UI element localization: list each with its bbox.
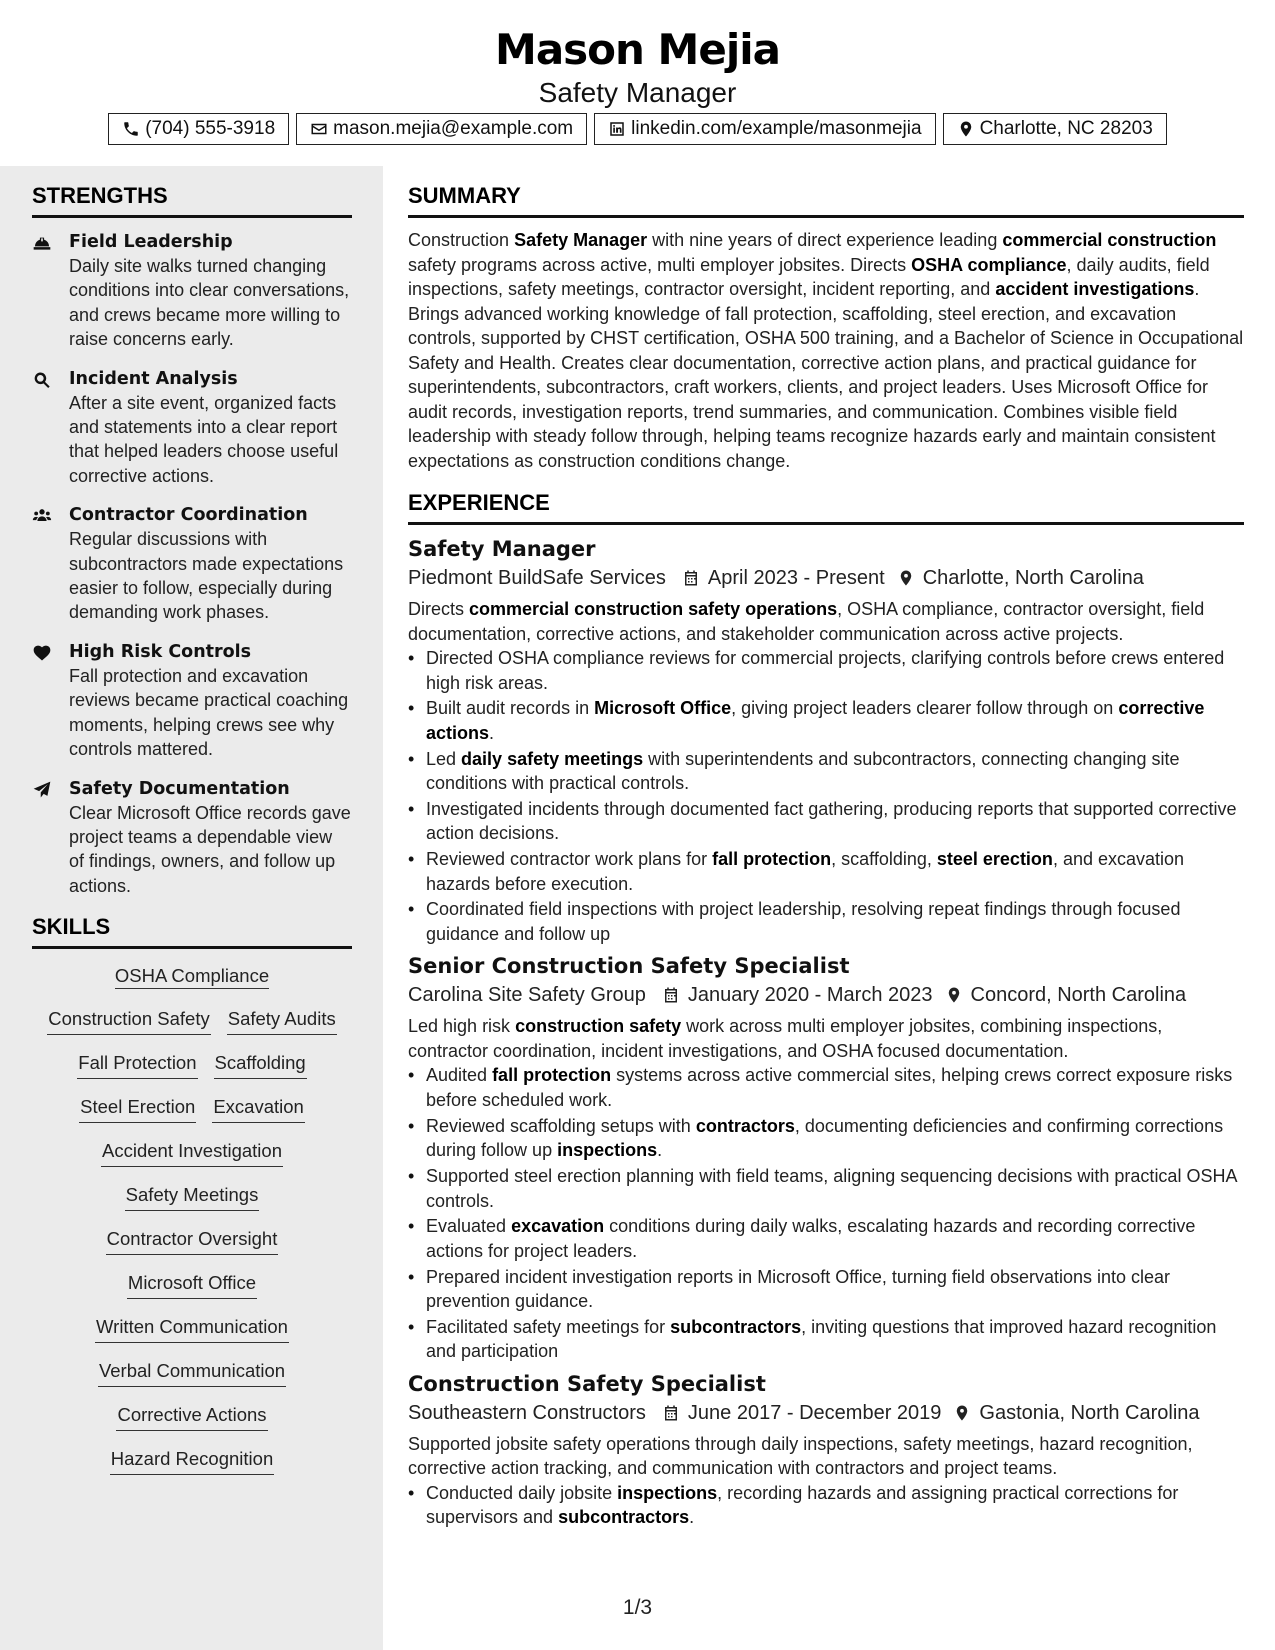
linkedin-icon (608, 120, 626, 138)
job-bullet: • Coordinated field inspections with project leadership, resolving repeat findings through focused guidance and follow up (408, 897, 1244, 946)
contact-phone[interactable] (108, 113, 289, 145)
skill-row (32, 1314, 352, 1358)
skill-tag: Excavation (212, 1094, 305, 1123)
skill-tag: Safety Audits (227, 1006, 337, 1035)
paper-plane-icon (32, 780, 52, 800)
job-description: Supported jobsite safety operations through daily inspections, safety meetings, hazard recognition, corrective action tracking, and communication with contractors and project teams. (408, 1433, 1193, 1479)
skill-row (32, 1270, 352, 1314)
job-description: Led high risk construction safety work across multi employer jobsites, combining inspections, contractor coordination, incident investigations, and OSHA focused documentation. (408, 1016, 1163, 1061)
candidate-role: Safety Manager (538, 77, 737, 108)
job-company: Piedmont BuildSafe Services (408, 567, 666, 589)
skill-tag: Accident Investigation (101, 1138, 283, 1167)
strength-title: Field Leadership (69, 232, 233, 252)
contact-email[interactable] (296, 113, 587, 145)
calendar-icon (662, 1404, 680, 1422)
skill-row (32, 1402, 352, 1446)
email-icon (310, 120, 328, 138)
skills-list (32, 961, 352, 1490)
skill-tag: Written Communication (95, 1314, 289, 1343)
strength-item (32, 230, 352, 352)
page-number: 1/3 (622, 1596, 653, 1619)
hard-hat-icon (32, 233, 52, 253)
job-meta (408, 563, 1244, 593)
calendar-icon (682, 569, 700, 587)
job-bullet: • Audited fall protection systems across active commercial sites, helping crews correct exposure risks before scheduled work. (408, 1063, 1244, 1112)
skill-row (32, 1138, 352, 1182)
resume-header (0, 24, 1275, 110)
skill-row (32, 1446, 352, 1490)
strength-description: Fall protection and excavation reviews became practical coaching moments, helping crews see why controls mattered. (69, 665, 349, 760)
strength-title: Safety Documentation (69, 778, 290, 799)
users-icon (32, 506, 52, 526)
job-bullets (408, 1481, 1244, 1530)
job-location: Gastonia, North Carolina (979, 1401, 1200, 1424)
strength-item (32, 367, 352, 489)
job-title: Construction Safety Specialist (408, 1371, 766, 1396)
sidebar (32, 182, 352, 1490)
contact-location-text: Charlotte, NC 28203 (979, 118, 1153, 139)
location-icon (957, 120, 975, 138)
skill-tag: Corrective Actions (116, 1402, 267, 1431)
heart-icon (32, 643, 52, 663)
location-icon (953, 1404, 971, 1422)
job-entry (408, 1370, 1244, 1530)
job-location: Concord, North Carolina (970, 984, 1187, 1007)
job-entry (408, 952, 1244, 1363)
job-title: Safety Manager (408, 537, 596, 561)
phone-icon (122, 120, 140, 138)
strength-title: Contractor Coordination (69, 505, 308, 526)
skill-tag: Verbal Communication (98, 1358, 286, 1387)
skill-tag: Hazard Recognition (110, 1446, 274, 1475)
skill-row (32, 1358, 352, 1402)
experience-heading: EXPERIENCE (408, 489, 1244, 525)
job-bullet: • Investigated incidents through documented fact gathering, producing reports that supported corrective action decisions. (408, 797, 1244, 846)
strength-item (32, 503, 352, 625)
job-bullet: • Supported steel erection planning with field teams, aligning sequencing decisions with practical OSHA controls. (408, 1164, 1244, 1213)
strength-description: Daily site walks turned changing conditions into clear conversations, and crews became more willing to raise concerns early. (69, 256, 350, 350)
job-description: Directs commercial construction safety operations, OSHA compliance, contractor oversight, field documentation, corrective actions, and stakeholder communication across active projects. (408, 599, 1205, 644)
job-bullet: • Reviewed scaffolding setups with contractors, documenting deficiencies and confirming corrections during follow up inspections. (408, 1114, 1244, 1163)
job-bullet: • Facilitated safety meetings for subcontractors, inviting questions that improved hazard recognition and participation (408, 1315, 1244, 1364)
strengths-heading: STRENGTHS (32, 182, 352, 218)
main-content (408, 182, 1244, 1536)
contact-bar (0, 113, 1275, 145)
job-entry (408, 535, 1244, 946)
job-company: Southeastern Constructors (408, 1401, 646, 1424)
skill-tag: Microsoft Office (127, 1270, 257, 1299)
strength-description: Clear Microsoft Office records gave project teams a dependable view of findings, owners, and follow up actions. (69, 802, 351, 896)
skill-row (32, 1226, 352, 1270)
job-company: Carolina Site Safety Group (408, 984, 646, 1007)
skill-tag: Scaffolding (214, 1050, 307, 1079)
summary-text: Construction Safety Manager with nine years of direct experience leading commercial construction safety programs across active, multi employer jobsites. Directs OSHA compliance, daily audits, field inspections, safety meetings, contractor oversight, incident reporting, and accident investigations. Brings advanced working knowledge of fall protection, scaffolding, steel erection, and excavation controls, supported by CHST certification, OSHA 500 training, and a Bachelor of Science in Occupational Safety and Health. Creates clear documentation, corrective action plans, and practical guidance for superintendents, subcontractors, craft workers, clients, and project leaders. Uses Microsoft Office for audit records, investigation reports, trend summaries, and communication. Combines visible field leadership with steady follow through, helping teams recognize hazards early and maintain consistent expectations as construction conditions change. (408, 230, 1244, 471)
skill-tag-text: OSHA Compliance (115, 965, 269, 989)
contact-email-text: mason.mejia@example.com (333, 118, 574, 139)
strength-item (32, 777, 352, 899)
job-bullet: • Conducted daily jobsite inspections, recording hazards and assigning practical corrections for supervisors and subcontractors. (408, 1481, 1244, 1530)
skills-heading: SKILLS (32, 913, 352, 949)
strength-description: Regular discussions with subcontractors made expectations easier to follow, especially during demanding work phases. (69, 529, 344, 623)
job-dates: January 2020 - March 2023 (687, 984, 933, 1007)
job-bullet: • Led daily safety meetings with superintendents and subcontractors, connecting changing site conditions with practical controls. (408, 747, 1244, 796)
skill-tag (32, 963, 352, 991)
job-dates: April 2023 - Present (707, 567, 885, 589)
skill-tag: Contractor Oversight (106, 1226, 279, 1255)
contact-phone-text: (704) 555-3918 (145, 118, 276, 139)
strength-title: High Risk Controls (69, 641, 252, 662)
skill-tag: Steel Erection (79, 1094, 196, 1123)
location-icon (945, 986, 963, 1004)
job-bullet: • Evaluated excavation conditions during daily walks, escalating hazards and recording corrective actions for project leaders. (408, 1214, 1244, 1263)
calendar-icon (662, 986, 680, 1004)
search-icon (32, 370, 52, 390)
skill-tag: Construction Safety (47, 1006, 210, 1035)
skill-row (32, 1182, 352, 1226)
job-meta (408, 1398, 1244, 1428)
job-bullet: • Reviewed contractor work plans for fall protection, scaffolding, steel erection, and excavation hazards before execution. (408, 847, 1244, 896)
experience-list (408, 535, 1244, 1530)
job-location: Charlotte, North Carolina (922, 567, 1144, 589)
strength-item (32, 640, 352, 762)
skill-tag: Fall Protection (77, 1050, 197, 1079)
job-bullet: • Directed OSHA compliance reviews for commercial projects, clarifying controls before crews entered high risk areas. (408, 646, 1244, 695)
location-icon (897, 569, 915, 587)
strength-description: After a site event, organized facts and statements into a clear report that helped leaders choose useful corrective actions. (69, 392, 339, 486)
strength-title: Incident Analysis (69, 368, 238, 389)
job-bullet: • Built audit records in Microsoft Office, giving project leaders clearer follow through on corrective actions. (408, 696, 1244, 745)
summary-heading: SUMMARY (408, 182, 1244, 218)
contact-linkedin[interactable] (594, 113, 935, 145)
contact-linkedin-text: linkedin.com/example/masonmejia (631, 118, 922, 139)
job-bullets (408, 646, 1244, 946)
contact-location[interactable] (943, 113, 1167, 145)
job-bullet: • Prepared incident investigation reports in Microsoft Office, turning field observations into clear prevention guidance. (408, 1265, 1244, 1314)
job-dates: June 2017 - December 2019 (687, 1401, 942, 1424)
job-title: Senior Construction Safety Specialist (408, 954, 850, 979)
skill-tag: Safety Meetings (125, 1182, 260, 1211)
candidate-name: Mason Mejia (495, 25, 780, 74)
job-bullets (408, 1063, 1244, 1363)
job-meta (408, 980, 1244, 1010)
